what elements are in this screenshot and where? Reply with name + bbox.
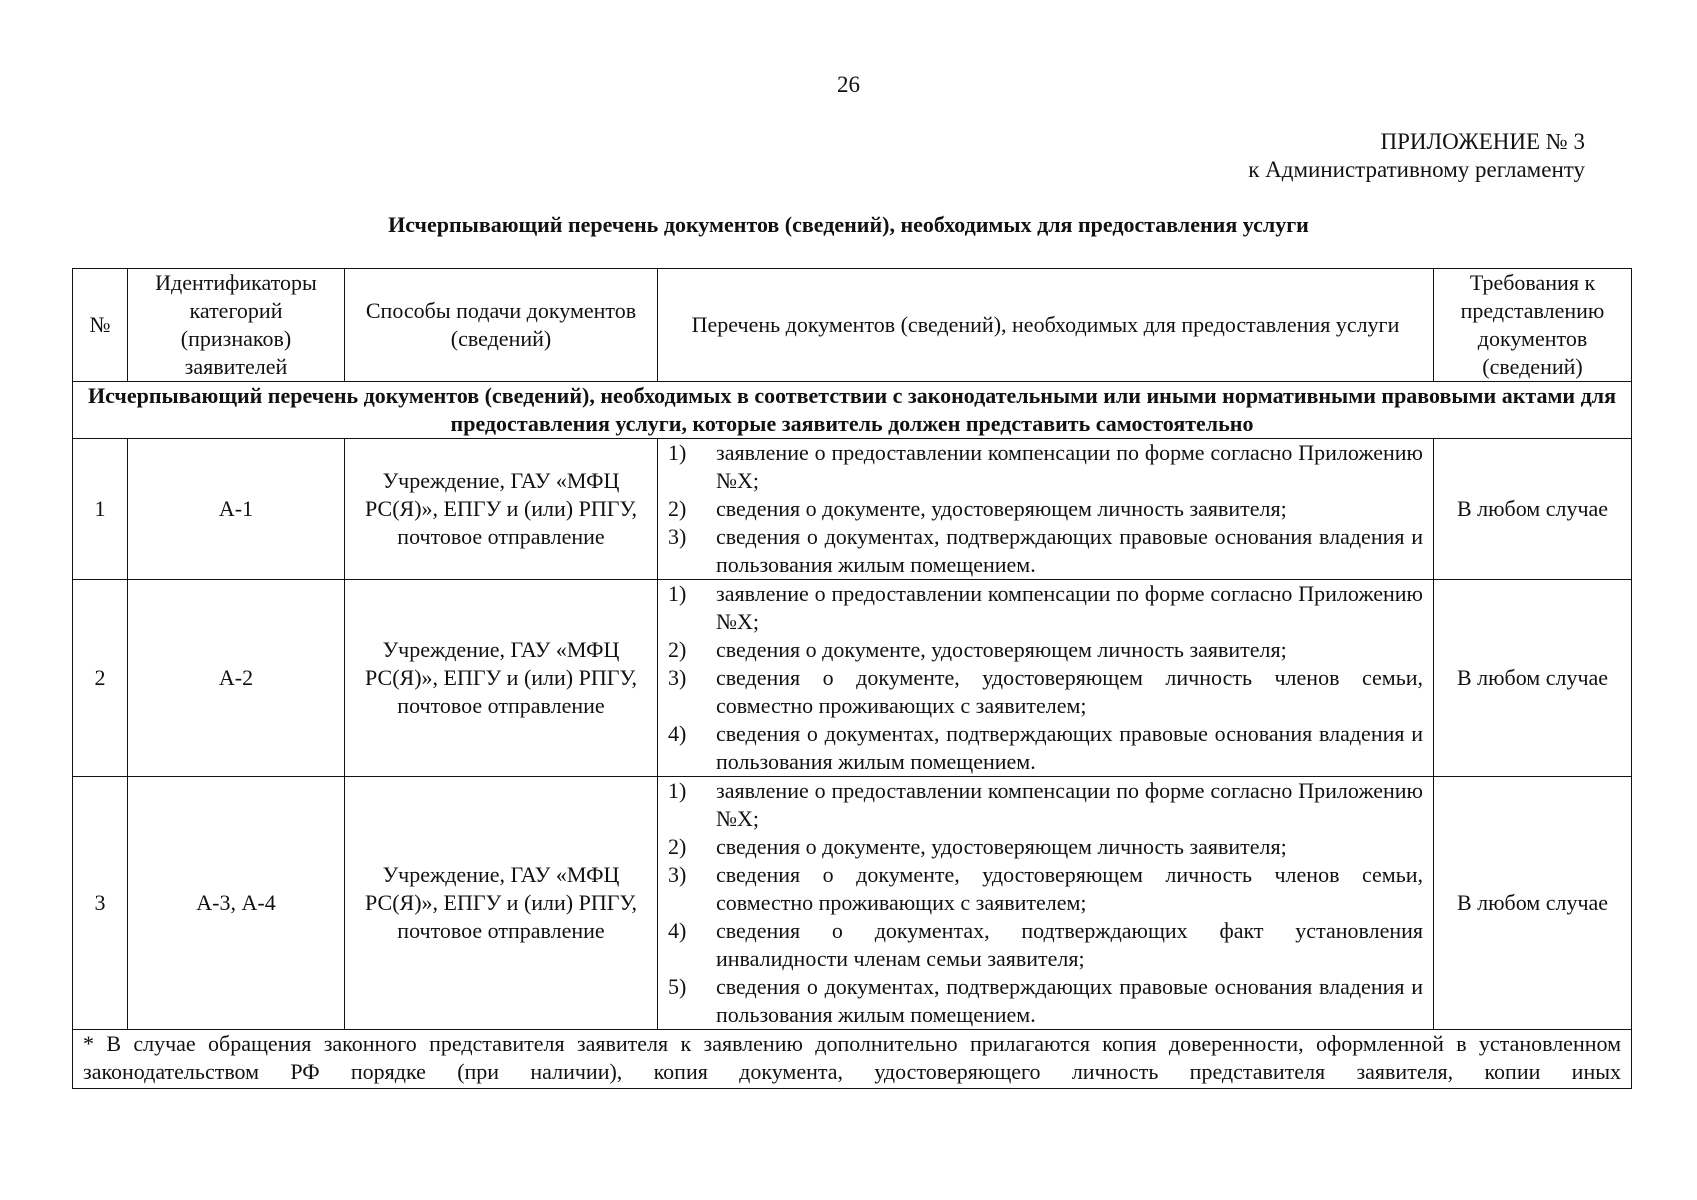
appendix-reference [1248, 128, 1585, 184]
item-text: сведения о документе, удостоверяющем личность членов семьи, совместно проживающих с заявителем; [716, 665, 1423, 718]
page-number: 26 [837, 72, 860, 97]
item-text: сведения о документах, подтверждающих правовые основания владения и пользования жилым помещением. [716, 721, 1423, 774]
footnote-text: * В случае обращения законного представителя заявителя к заявлению дополнительно прилагаются копия доверенности, оформленной в установленном законодательством РФ порядке (при наличии), копия документа, удостоверяющего личность представителя заявителя, копии иных [83, 1031, 1621, 1084]
item-number: 5) [668, 974, 687, 999]
section-heading-row [73, 382, 1632, 439]
footnote [73, 1030, 1632, 1089]
row-requirement: В любом случае [1434, 439, 1632, 580]
row-identifier: А-1 [128, 439, 345, 580]
row-method: Учреждение, ГАУ «МФЦ РС(Я)», ЕПГУ и (или) РПГУ, почтовое отправление [345, 439, 658, 580]
item-number: 2) [668, 834, 687, 859]
list-item [668, 917, 1423, 973]
documents-list [668, 777, 1423, 1029]
row-requirement: В любом случае [1434, 777, 1632, 1030]
header-num: № [73, 269, 128, 382]
table-header-row [73, 269, 1632, 382]
documents-list [668, 580, 1423, 776]
list-item [668, 495, 1423, 523]
item-text: заявление о предоставлении компенсации по форме согласно Приложению №Х; [716, 778, 1423, 831]
item-number: 1) [668, 581, 687, 606]
row-number: 2 [73, 580, 128, 777]
item-text: сведения о документе, удостоверяющем личность заявителя; [716, 496, 1287, 521]
row-method: Учреждение, ГАУ «МФЦ РС(Я)», ЕПГУ и (или) РПГУ, почтовое отправление [345, 777, 658, 1030]
item-text: заявление о предоставлении компенсации по форме согласно Приложению №Х; [716, 440, 1423, 493]
item-text: сведения о документах, подтверждающих факт установления инвалидности членам семьи заявителя; [716, 918, 1423, 971]
item-text: сведения о документе, удостоверяющем личность членов семьи, совместно проживающих с заявителем; [716, 862, 1423, 915]
documents-list [668, 439, 1423, 579]
list-item [668, 523, 1423, 579]
item-text: сведения о документах, подтверждающих правовые основания владения и пользования жилым помещением. [716, 974, 1423, 1027]
row-documents [658, 580, 1434, 777]
header-requirements: Требования к представлению документов (сведений) [1434, 269, 1632, 382]
item-number: 1) [668, 778, 687, 803]
item-text: заявление о предоставлении компенсации по форме согласно Приложению №Х; [716, 581, 1423, 634]
table-row [73, 777, 1632, 1030]
header-documents: Перечень документов (сведений), необходимых для предоставления услуги [658, 269, 1434, 382]
document-title: Исчерпывающий перечень документов (сведений), необходимых для предоставления услуги [388, 212, 1309, 237]
list-item [668, 973, 1423, 1029]
item-number: 3) [668, 665, 687, 690]
item-number: 4) [668, 918, 687, 943]
item-number: 3) [668, 862, 687, 887]
row-identifier: А-2 [128, 580, 345, 777]
row-documents [658, 439, 1434, 580]
row-number: 1 [73, 439, 128, 580]
item-text: сведения о документах, подтверждающих правовые основания владения и пользования жилым помещением. [716, 524, 1423, 577]
appendix-line-2: к Административному регламенту [1248, 157, 1585, 182]
item-text: сведения о документе, удостоверяющем личность заявителя; [716, 834, 1287, 859]
item-text: сведения о документе, удостоверяющем личность заявителя; [716, 637, 1287, 662]
row-requirement: В любом случае [1434, 580, 1632, 777]
list-item [668, 777, 1423, 833]
list-item [668, 439, 1423, 495]
item-number: 2) [668, 496, 687, 521]
list-item [668, 580, 1423, 636]
row-method: Учреждение, ГАУ «МФЦ РС(Я)», ЕПГУ и (или) РПГУ, почтовое отправление [345, 580, 658, 777]
item-number: 2) [668, 637, 687, 662]
row-number: 3 [73, 777, 128, 1030]
row-documents [658, 777, 1434, 1030]
header-methods: Способы подачи документов (сведений) [345, 269, 658, 382]
header-identifiers: Идентификаторы категорий (признаков) заявителей [128, 269, 345, 382]
item-number: 1) [668, 440, 687, 465]
section-heading: Исчерпывающий перечень документов (сведений), необходимых в соответствии с законодательными или иными нормативными правовыми актами для предоставления услуги, которые заявитель должен представить самостоятельно [73, 382, 1632, 439]
table-row [73, 580, 1632, 777]
footnote-row [73, 1030, 1632, 1089]
list-item [668, 861, 1423, 917]
list-item [668, 720, 1423, 776]
appendix-line-1: ПРИЛОЖЕНИЕ № 3 [1380, 129, 1585, 154]
documents-table [72, 268, 1632, 1089]
list-item [668, 664, 1423, 720]
list-item [668, 833, 1423, 861]
list-item [668, 636, 1423, 664]
item-number: 4) [668, 721, 687, 746]
item-number: 3) [668, 524, 687, 549]
table-row [73, 439, 1632, 580]
row-identifier: А-3, А-4 [128, 777, 345, 1030]
